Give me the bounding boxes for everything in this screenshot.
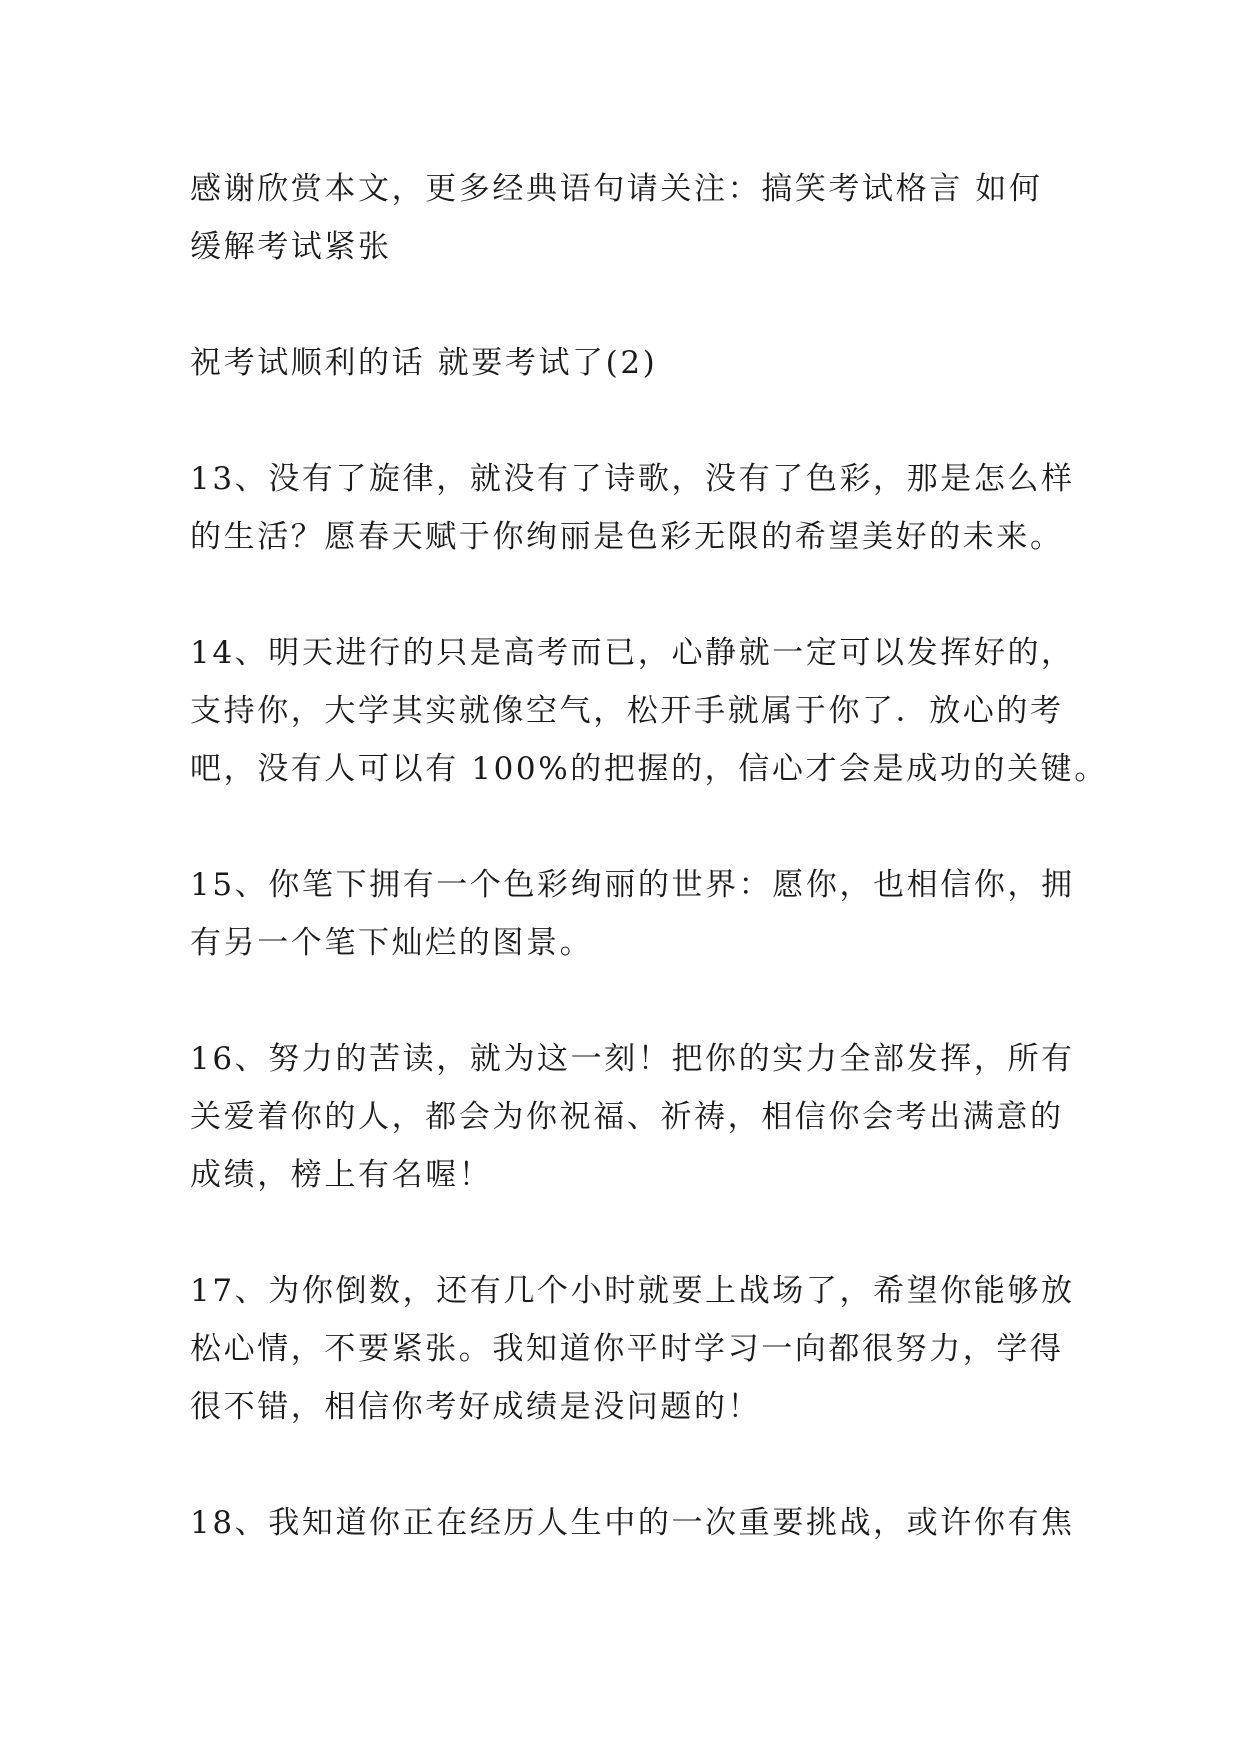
text-line: 18、我知道你正在经历人生中的一次重要挑战，或许你有焦 <box>190 1505 1075 1541</box>
text-line: 13、没有了旋律，就没有了诗歌，没有了色彩，那是怎么样 <box>190 461 1075 497</box>
text-line: 成绩，榜上有名喔！ <box>190 1157 493 1193</box>
text-line: 16、努力的苦读，就为这一刻！把你的实力全部发挥，所有 <box>190 1041 1075 1077</box>
section-heading <box>190 334 1070 392</box>
paragraph-item-17 <box>190 1262 1075 1436</box>
paragraph-item-14 <box>190 624 1108 798</box>
text-line: 很不错，相信你考好成绩是没问题的！ <box>190 1389 762 1425</box>
paragraph-item-15 <box>190 856 1075 972</box>
text-line: 松心情，不要紧张。我知道你平时学习一向都很努力，学得 <box>190 1331 1064 1367</box>
paragraph-spacer <box>190 972 1070 1030</box>
paragraph-spacer <box>190 1436 1070 1494</box>
text-line: 缓解考试紧张 <box>190 229 392 265</box>
text-line: 17、为你倒数，还有几个小时就要上战场了，希望你能够放 <box>190 1273 1075 1309</box>
text-line: 有另一个笔下灿烂的图景。 <box>190 925 594 961</box>
text-line: 感谢欣赏本文，更多经典语句请关注：搞笑考试格言 如何 <box>190 171 1043 207</box>
text-line: 吧，没有人可以有 100%的把握的，信心才会是成功的关键。 <box>190 751 1108 787</box>
paragraph-spacer <box>190 1204 1070 1262</box>
paragraph-item-18 <box>190 1494 1075 1552</box>
text-line: 14、明天进行的只是高考而已，心静就一定可以发挥好的， <box>190 635 1075 671</box>
text-line: 关爱着你的人，都会为你祝福、祈祷，相信你会考出满意的 <box>190 1099 1064 1135</box>
paragraph-spacer <box>190 392 1070 450</box>
paragraph-item-13 <box>190 450 1075 566</box>
paragraph-item-16 <box>190 1030 1075 1204</box>
text-line: 支持你，大学其实就像空气，松开手就属于你了．放心的考 <box>190 693 1064 729</box>
paragraph-spacer <box>190 798 1070 856</box>
text-line: 15、你笔下拥有一个色彩绚丽的世界：愿你，也相信你，拥 <box>190 867 1075 903</box>
document-body <box>190 160 1108 1552</box>
heading-line: 祝考试顺利的话 就要考试了(2) <box>190 345 658 381</box>
text-line: 的生活？愿春天赋于你绚丽是色彩无限的希望美好的未来。 <box>190 519 1064 555</box>
paragraph-closing-note <box>190 160 1070 276</box>
paragraph-spacer <box>190 566 1070 624</box>
paragraph-spacer <box>190 276 1070 334</box>
